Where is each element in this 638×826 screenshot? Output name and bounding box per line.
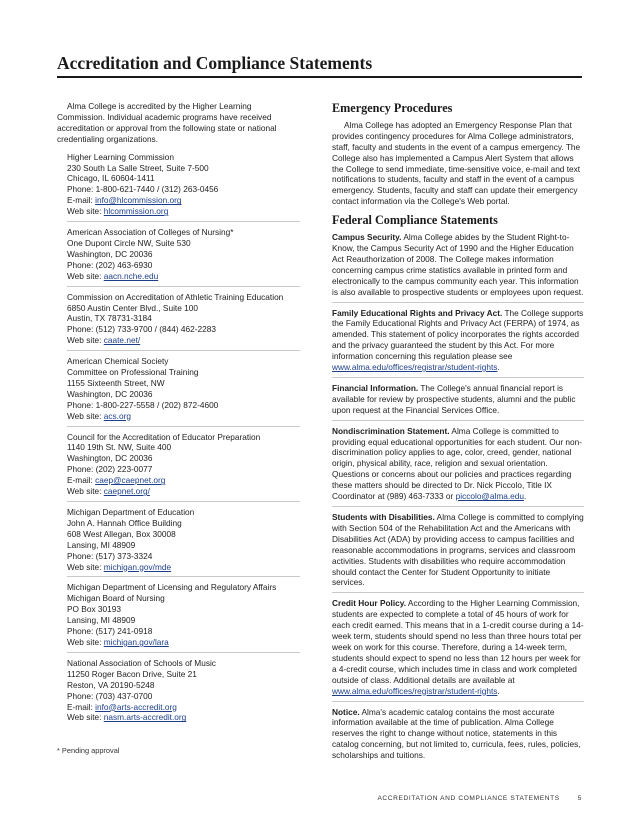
ferpa-paragraph <box>332 308 584 373</box>
ferpa-lead: Family Educational Rights and Privacy Act. <box>332 307 503 318</box>
notice-lead: Notice. <box>332 706 360 717</box>
divider <box>332 420 584 421</box>
credit-hour-text: According to the Higher Learning Commission, students are expected to complete a total of 45 hours of work for each credit earned. This means that in a 1-credit course during a 14-week term, students should spend no less than three hours total per week on work for this course. Therefore, during a 14-week term, students should expect to spend no less than 12 hours per week for a 4-credit course, which includes time in class and work completed outside of class. Additional details are available at <box>332 598 584 685</box>
agency-name: American Chemical Society <box>67 356 169 367</box>
agency-web-link[interactable]: michigan.gov/lara <box>103 636 169 647</box>
agency-line: John A. Hannah Office Building <box>67 517 182 528</box>
agency-line: 1155 Sixteenth Street, NW <box>67 377 165 388</box>
credit-hour-tail: . <box>497 685 500 696</box>
agency-name: National Association of Schools of Music <box>67 657 216 668</box>
footnote: * Pending approval <box>57 746 120 755</box>
ferpa-text: The College supports the Family Educational Rights and Privacy Act (FERPA) of 1974, as amended. This statement of policy incorporates the rights accorded and the privacy guaranteed the student by this Act. For more information concerning this regulation please see <box>332 307 584 362</box>
agency-line: Phone: (202) 223-0077 <box>67 464 153 475</box>
agency-line: 6850 Austin Center Blvd., Suite 100 <box>67 302 198 313</box>
agency-email-link[interactable]: info@arts-accredit.org <box>95 701 177 712</box>
financial-text: The College's annual financial report is available for review by prospective students, alumni and the public upon request at the Financial Services Office. <box>332 382 576 415</box>
web-prefix: Web site: <box>67 712 104 723</box>
agency-line: Washington, DC 20036 <box>67 248 153 259</box>
agency-name: Michigan Department of Education <box>67 507 195 517</box>
page-number: 5 <box>577 795 582 802</box>
web-prefix: Web site: <box>67 636 104 647</box>
agency-entry <box>57 582 300 647</box>
web-prefix: Web site: <box>67 410 104 421</box>
agency-web-line <box>67 206 300 217</box>
divider <box>67 221 300 222</box>
web-prefix: Web site: <box>67 206 104 217</box>
agency-web-link[interactable]: nasm.arts-accredit.org <box>103 712 187 723</box>
agency-line: Phone: 1-800-227-5558 / (202) 872-4600 <box>67 399 219 410</box>
intro-paragraph: Alma College is accredited by the Higher Learning Commission. Individual academic programs have received accreditation or approval from the following state or national credentialing organizations. <box>57 101 277 144</box>
title-rule <box>57 76 582 78</box>
agency-web-link[interactable]: hlcommission.org <box>103 206 169 217</box>
agency-web-line <box>67 271 300 282</box>
agency-web-line <box>67 411 300 422</box>
divider <box>67 286 300 287</box>
campus-security-text: Alma College abides by the Student Right-to-Know, the Campus Security Act of 1990 and the Higher Education Act Reauthorization of 2008. The College makes information concerning campus crime statistics available in printed form and electronically to the campus community each year. This information is also available to prospective students or employees upon request. <box>332 232 584 297</box>
agency-entry <box>57 432 300 497</box>
agency-line: Chicago, IL 60604-1411 <box>67 173 155 184</box>
divider <box>332 592 584 593</box>
notice-text: Alma's academic catalog contains the most accurate information available at the time of publication. Alma College reserves the right to change without notice, statements in this catalog concerning, but not limited to, curricula, fees, rules, policies, scholarships and tuitions. <box>332 706 581 761</box>
divider <box>67 576 300 577</box>
nondiscrimination-email-link[interactable]: piccolo@alma.edu <box>455 491 524 502</box>
nondiscrimination-text: Alma College is committed to providing equal educational opportunities for each student. Our non-discrimination policy applies to age, color, creed, gender, national origin, physical ability, race, religion and sexual orientation. Questions or concerns about our policies and practices regarding these matters should be directed to Dr. Nick Piccolo, Title IX Coordinator at (989) 463-7333 or <box>332 425 582 502</box>
agency-web-link[interactable]: michigan.gov/mde <box>103 561 172 572</box>
emergency-paragraph: Alma College has adopted an Emergency Response Plan that provides contingency procedures for Alma College administrators, staff, faculty and students in the event of a campus emergency. The College also has implemented a Campus Alert System that allows the College to send immediate, time-sensitive voice, e-mail and text notifications to students, faculty and staff in the event of a campus emergency. Students, faculty and staff can update their emergency contact information via the College's Web portal. <box>332 119 581 207</box>
credit-hour-paragraph <box>332 598 584 696</box>
agency-line: Phone: (517) 241-0918 <box>67 626 153 637</box>
divider <box>67 501 300 502</box>
agency-email-line <box>67 195 300 206</box>
agency-entry <box>57 658 300 723</box>
agency-line: Austin, TX 78731-3184 <box>67 313 152 324</box>
divider <box>332 302 584 303</box>
agency-list <box>57 152 300 724</box>
agency-name: Commission on Accreditation of Athletic Training Education <box>67 291 284 302</box>
left-column <box>57 101 300 723</box>
agency-entry <box>57 356 300 421</box>
agency-web-link[interactable]: acs.org <box>103 410 131 421</box>
credit-hour-lead: Credit Hour Policy. <box>332 598 407 609</box>
emergency-heading: Emergency Procedures <box>332 101 453 115</box>
right-column <box>332 103 584 763</box>
agency-line: 608 West Allegan, Box 30008 <box>67 528 176 539</box>
agency-web-line <box>67 637 300 648</box>
agency-web-line <box>67 562 300 573</box>
disabilities-paragraph <box>332 512 584 588</box>
agency-line: Phone: (512) 733-9700 / (844) 462-2283 <box>67 324 216 335</box>
page-title: Accreditation and Compliance Statements <box>57 53 373 73</box>
web-prefix: Web site: <box>67 270 104 281</box>
notice-paragraph <box>332 707 584 762</box>
agency-line: Reston, VA 20190-5248 <box>67 679 155 690</box>
agency-name: Michigan Department of Licensing and Regulatory Affairs <box>67 582 277 593</box>
agency-name: American Association of Colleges of Nursing* <box>67 227 234 238</box>
agency-line: Michigan Board of Nursing <box>67 593 165 604</box>
agency-line: One Dupont Circle NW, Suite 530 <box>67 237 191 248</box>
agency-line: Phone: (517) 373-3324 <box>67 550 153 561</box>
nondiscrimination-tail: . <box>524 491 527 502</box>
agency-email-line <box>67 475 300 486</box>
web-prefix: Web site: <box>67 486 104 497</box>
agency-web-link[interactable]: caate.net/ <box>103 335 141 346</box>
agency-entry <box>57 152 300 217</box>
nondiscrimination-paragraph <box>332 426 584 502</box>
federal-heading: Federal Compliance Statements <box>332 213 498 228</box>
agency-line: 1140 19th St. NW, Suite 400 <box>67 442 172 453</box>
agency-line: Phone: 1-800-621-7440 / (312) 263-0456 <box>67 184 219 195</box>
agency-entry <box>57 507 300 572</box>
agency-name: Higher Learning Commission <box>67 151 174 162</box>
divider <box>332 377 584 378</box>
agency-line: PO Box 30193 <box>67 604 121 615</box>
divider <box>67 652 300 653</box>
divider <box>332 506 584 507</box>
agency-email-line <box>67 702 300 713</box>
agency-email-link[interactable]: caep@caepnet.org <box>95 475 166 486</box>
agency-line: Lansing, MI 48909 <box>67 615 136 626</box>
web-prefix: Web site: <box>67 561 104 572</box>
divider <box>67 350 300 351</box>
disabilities-text: Alma College is committed to complying with Section 504 of the Rehabilitation Act and the Americans with Disabilities Act (ADA) by providing access to campus facilities and reasonable accommodations in programs, services and classroom activities. Students with disabilities who require accommodation should contact the Center for Student Opportunity to initiate services. <box>332 512 584 588</box>
agency-line: Phone: (703) 437-0700 <box>67 690 153 701</box>
agency-name: Council for the Accreditation of Educator Preparation <box>67 431 261 442</box>
ferpa-tail: . <box>497 362 500 373</box>
agency-web-line <box>67 335 300 346</box>
agency-web-link[interactable]: caepnet.org/ <box>103 486 150 497</box>
divider <box>332 701 584 702</box>
campus-security-paragraph <box>332 232 584 297</box>
financial-paragraph <box>332 383 584 416</box>
agency-web-link[interactable]: aacn.nche.edu <box>103 270 159 281</box>
nondiscrimination-lead: Nondiscrimination Statement. <box>332 425 450 436</box>
credit-hour-link[interactable]: www.alma.edu/offices/registrar/student-rights <box>332 685 498 696</box>
email-prefix: E-mail: <box>67 701 96 712</box>
agency-line: Lansing, MI 48909 <box>67 539 136 550</box>
agency-line: Washington, DC 20036 <box>67 388 153 399</box>
agency-web-line <box>67 486 300 497</box>
agency-line: Phone: (202) 463-6930 <box>67 259 153 270</box>
agency-email-link[interactable]: info@hlcommission.org <box>95 195 182 206</box>
agency-entry <box>57 292 300 347</box>
page-footer <box>377 795 582 802</box>
divider <box>67 426 300 427</box>
web-prefix: Web site: <box>67 335 104 346</box>
footer-label: ACCREDITATION AND COMPLIANCE STATEMENTS <box>377 795 560 802</box>
campus-security-lead: Campus Security. <box>332 232 402 243</box>
email-prefix: E-mail: <box>67 195 96 206</box>
ferpa-link[interactable]: www.alma.edu/offices/registrar/student-rights <box>332 362 498 373</box>
financial-lead: Financial Information. <box>332 382 419 393</box>
agency-web-line <box>67 712 300 723</box>
email-prefix: E-mail: <box>67 475 96 486</box>
agency-line: 11250 Roger Bacon Drive, Suite 21 <box>67 668 197 679</box>
agency-line: Committee on Professional Training <box>67 367 199 378</box>
agency-line: Washington, DC 20036 <box>67 453 153 464</box>
agency-line: 230 South La Salle Street, Suite 7-500 <box>67 162 209 173</box>
agency-entry <box>57 227 300 282</box>
disabilities-lead: Students with Disabilities. <box>332 512 435 522</box>
